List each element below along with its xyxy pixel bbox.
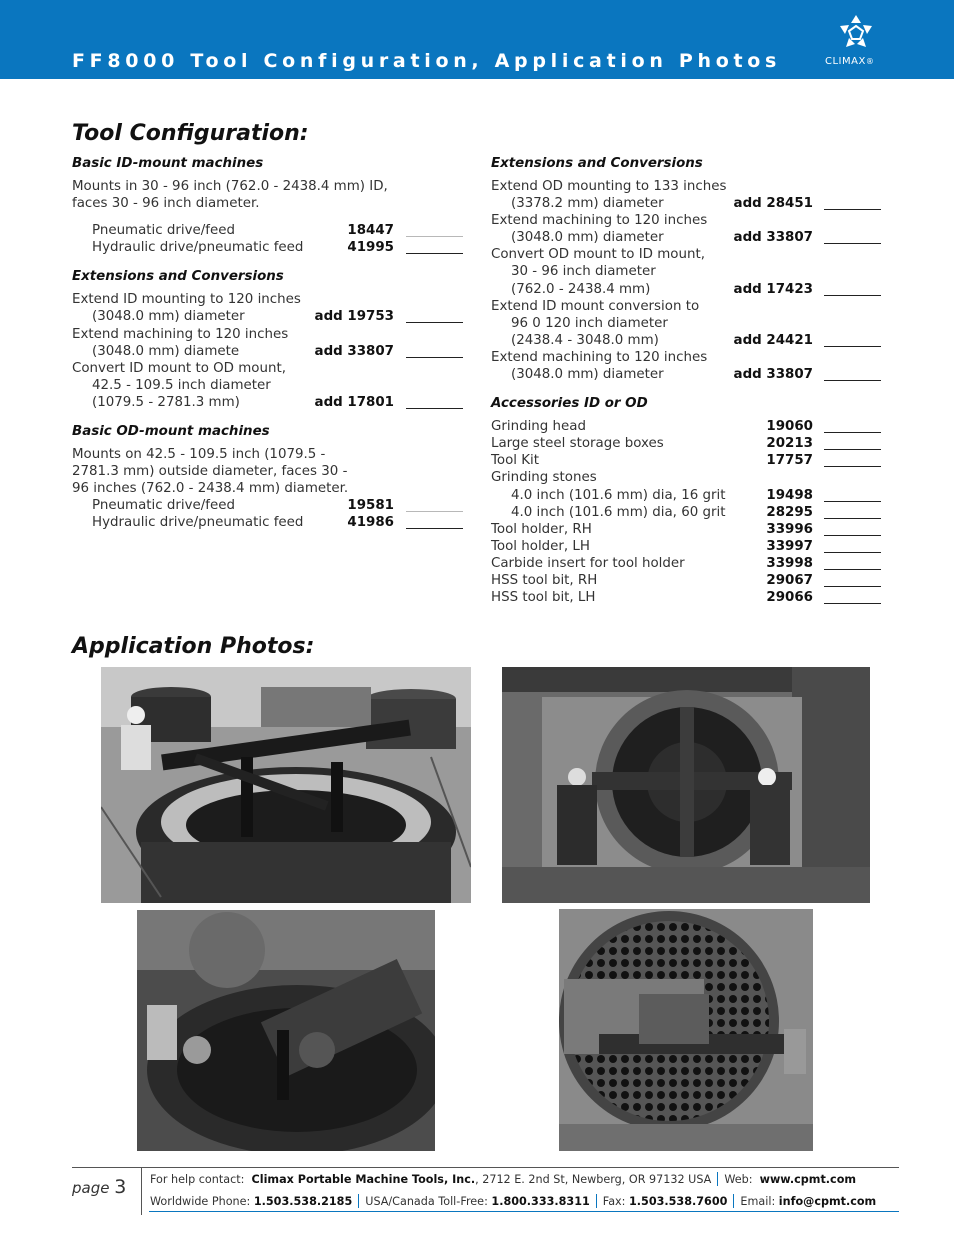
quantity-blank[interactable] [824, 466, 881, 467]
footer-rule [72, 1167, 899, 1168]
logo-text: CLIMAX [825, 56, 866, 67]
part-description: Grinding head [491, 419, 586, 435]
part-description: Hydraulic drive/pneumatic feed [92, 515, 304, 531]
quantity-blank[interactable] [824, 449, 881, 450]
part-item [491, 212, 883, 246]
page-label: page [72, 1179, 110, 1197]
application-photo-3 [137, 910, 435, 1151]
part-number: 29067 [766, 572, 813, 588]
quantity-blank[interactable] [824, 243, 881, 244]
page-number-label [72, 1176, 126, 1198]
quantity-blank[interactable] [824, 603, 881, 604]
email-label: Email: [740, 1195, 776, 1208]
part-number: 33998 [766, 555, 813, 571]
header-banner [0, 0, 954, 79]
part-number: add 24421 [733, 332, 813, 348]
footer-phone-row [150, 1194, 876, 1208]
section-heading: Basic ID-mount machines [72, 156, 264, 171]
part-item [72, 360, 464, 411]
part-item [491, 521, 883, 538]
part-number: 41986 [347, 515, 394, 531]
part-description: Carbide insert for tool holder [491, 555, 685, 571]
description-paragraph [72, 178, 464, 212]
part-number: add 33807 [733, 230, 813, 246]
part-item [491, 538, 883, 555]
part-description: HSS tool bit, RH [491, 572, 598, 588]
tollfree-number: 1.800.333.8311 [491, 1195, 590, 1208]
email-link[interactable]: info@cpmt.com [778, 1195, 877, 1208]
part-item [491, 504, 883, 521]
part-description: Extend machining to 120 inches [491, 349, 708, 365]
fax-number: 1.503.538.7600 [629, 1195, 728, 1208]
part-description: Pneumatic drive/feed [92, 223, 235, 239]
part-item [491, 452, 883, 469]
web-link[interactable]: www.cpmt.com [759, 1173, 857, 1186]
part-description: 96 0 120 inch diameter [511, 315, 668, 331]
part-number: 17757 [766, 453, 813, 469]
part-description: Tool holder, RH [491, 521, 592, 537]
registered-mark: ® [865, 57, 875, 66]
part-description: Extend machining to 120 inches [72, 326, 289, 342]
part-description: (762.0 - 2438.4 mm) [511, 281, 651, 297]
application-photo-2 [502, 667, 870, 903]
footer-contact-row [150, 1172, 856, 1186]
quantity-blank[interactable] [406, 357, 463, 358]
part-description: (3048.0 mm) diameter [511, 367, 664, 383]
part-description: Hydraulic drive/pneumatic feed [92, 240, 304, 256]
quantity-blank[interactable] [406, 253, 463, 254]
part-number: add 19753 [314, 309, 394, 325]
climax-logo [822, 12, 892, 74]
description-line: faces 30 - 96 inch diameter. [72, 196, 260, 212]
part-item [491, 349, 883, 383]
part-description: (2438.4 - 3048.0 mm) [511, 332, 659, 348]
company-address: , 2712 E. 2nd St, Newberg, OR 97132 USA [475, 1173, 712, 1186]
part-number: add 28451 [733, 196, 813, 212]
config-left-column [72, 155, 464, 532]
part-description: (3048.0 mm) diamete [92, 343, 240, 359]
quantity-blank[interactable] [824, 569, 881, 570]
quantity-blank[interactable] [824, 552, 881, 553]
section-heading: Extensions and Conversions [72, 269, 284, 285]
description-line: Mounts on 42.5 - 109.5 inch (1079.5 - [72, 447, 326, 463]
part-number: add 17801 [314, 394, 394, 410]
part-number: 29066 [766, 590, 813, 606]
part-description: Tool holder, LH [491, 538, 590, 554]
description-line: 96 inches (762.0 - 2438.4 mm) diameter. [72, 481, 349, 497]
part-number: 41995 [347, 240, 394, 256]
tool-config-heading: Tool Configuration: [72, 121, 309, 146]
part-number: add 33807 [733, 367, 813, 383]
quantity-blank[interactable] [824, 586, 881, 587]
part-description: (3378.2 mm) diameter [511, 196, 664, 212]
part-description: Extend machining to 120 inches [491, 213, 708, 229]
climax-star-icon [836, 12, 876, 52]
part-number: add 33807 [314, 343, 394, 359]
photos-heading: Application Photos: [72, 634, 315, 659]
part-description: Tool Kit [491, 453, 540, 469]
part-description: (3048.0 mm) diameter [92, 309, 245, 325]
web-label: Web: [724, 1173, 753, 1186]
page-title: FF8000 Tool Configuration, Application Photos [72, 50, 782, 72]
section-heading: Extensions and Conversions [491, 156, 703, 171]
footer-divider [141, 1167, 142, 1215]
part-item [491, 589, 883, 606]
quantity-blank[interactable] [406, 236, 463, 237]
part-description: 30 - 96 inch diameter [511, 264, 656, 280]
part-description: 4.0 inch (101.6 mm) dia, 16 grit [511, 487, 726, 503]
footer-separator [149, 1211, 899, 1212]
quantity-blank[interactable] [824, 209, 881, 210]
quantity-blank[interactable] [824, 535, 881, 536]
part-item [491, 572, 883, 589]
part-number: 33996 [766, 521, 813, 537]
part-item [72, 239, 464, 256]
part-description: 42.5 - 109.5 inch diameter [92, 377, 271, 393]
quantity-blank[interactable] [824, 380, 881, 381]
description-line: Mounts in 30 - 96 inch (762.0 - 2438.4 mm) ID, [72, 179, 388, 194]
part-number: 33997 [766, 538, 813, 554]
part-item [72, 222, 464, 239]
application-photo-1 [101, 667, 471, 903]
part-description: Convert ID mount to OD mount, [72, 360, 286, 376]
part-item [491, 555, 883, 572]
help-label: For help contact: [150, 1173, 245, 1186]
part-item [491, 298, 883, 349]
quantity-blank[interactable] [406, 511, 463, 512]
part-group-label [491, 469, 883, 486]
part-description: 4.0 inch (101.6 mm) dia, 60 grit [511, 504, 726, 520]
description-paragraph [72, 446, 464, 497]
part-description: Large steel storage boxes [491, 436, 664, 452]
application-photo-4 [559, 909, 813, 1151]
section-heading: Basic OD-mount machines [72, 424, 270, 440]
part-description: Extend ID mounting to 120 inches [72, 292, 301, 308]
part-number: 19060 [766, 419, 813, 435]
part-description: (3048.0 mm) diameter [511, 230, 664, 246]
part-description: Extend ID mount conversion to [491, 298, 700, 314]
company-name: Climax Portable Machine Tools, Inc. [251, 1173, 476, 1186]
part-item [491, 418, 883, 435]
part-description: Convert OD mount to ID mount, [491, 247, 705, 263]
section-heading: Accessories ID or OD [491, 396, 648, 412]
quantity-blank[interactable] [824, 295, 881, 296]
tollfree-label: USA/Canada Toll-Free: [365, 1195, 488, 1208]
fax-label: Fax: [602, 1195, 626, 1208]
part-description: Pneumatic drive/feed [92, 498, 235, 514]
part-item [491, 435, 883, 452]
quantity-blank[interactable] [406, 408, 463, 409]
part-description: HSS tool bit, LH [491, 590, 596, 606]
description-line: 2781.3 mm) outside diameter, faces 30 - [72, 464, 348, 480]
part-number: 19498 [766, 487, 813, 503]
part-item [491, 487, 883, 504]
part-description: (1079.5 - 2781.3 mm) [92, 394, 240, 410]
quantity-blank[interactable] [824, 501, 881, 502]
quantity-blank[interactable] [406, 528, 463, 529]
part-item [72, 291, 464, 325]
phone-number: 1.503.538.2185 [253, 1195, 353, 1208]
part-number: 18447 [347, 223, 394, 239]
part-number: 20213 [766, 436, 813, 452]
phone-label: Worldwide Phone: [150, 1195, 251, 1208]
part-number: 19581 [347, 498, 394, 514]
part-description: Extend OD mounting to 133 inches [491, 179, 727, 194]
part-item [491, 178, 883, 212]
part-number: add 17423 [733, 281, 813, 297]
part-item [491, 246, 883, 297]
part-number: 28295 [766, 504, 813, 520]
quantity-blank[interactable] [406, 322, 463, 323]
config-right-column [491, 155, 883, 606]
part-item [72, 326, 464, 360]
part-item [72, 514, 464, 531]
page-number: 3 [114, 1176, 127, 1198]
quantity-blank[interactable] [824, 432, 881, 433]
quantity-blank[interactable] [824, 346, 881, 347]
part-item [72, 497, 464, 514]
part-description: Grinding stones [491, 470, 597, 486]
quantity-blank[interactable] [824, 518, 881, 519]
